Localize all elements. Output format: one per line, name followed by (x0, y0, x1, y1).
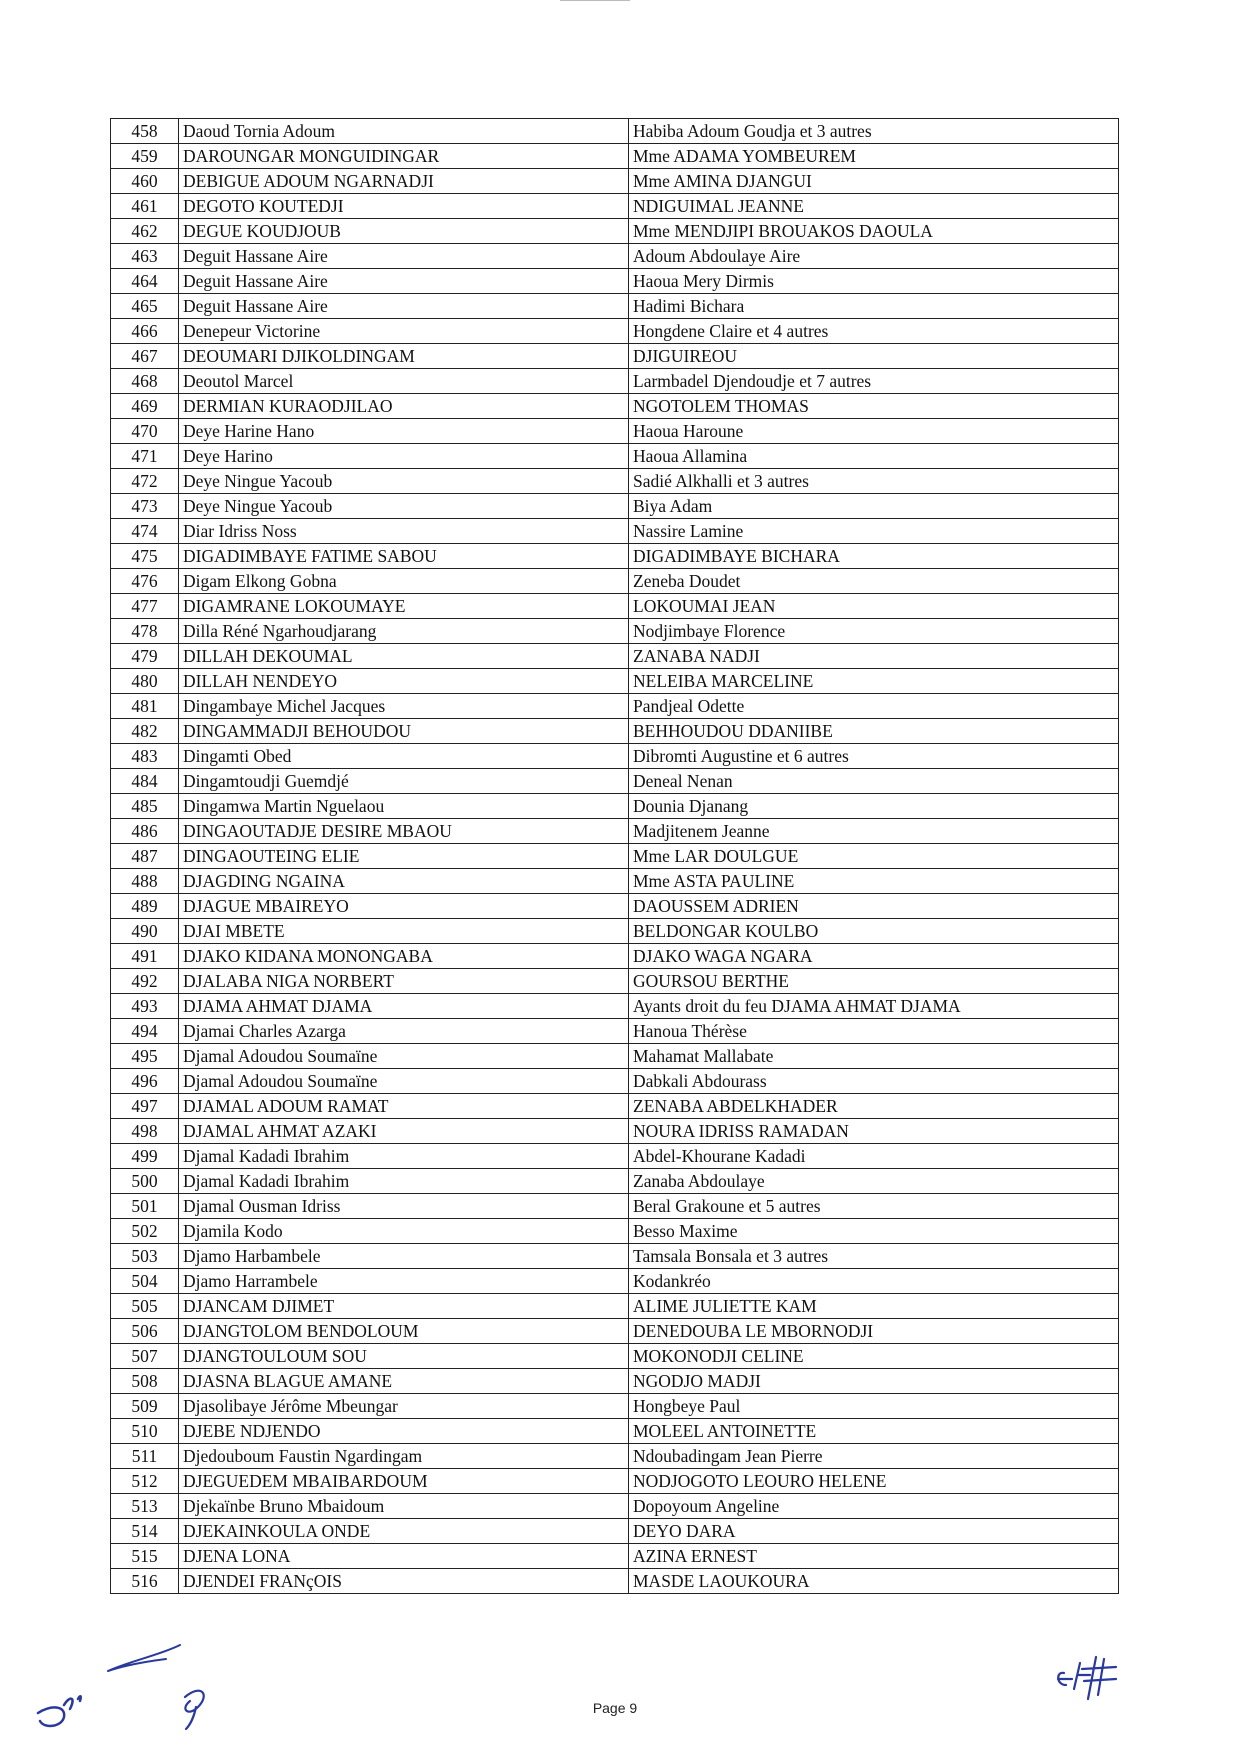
row-number: 461 (111, 194, 179, 219)
table-row (111, 419, 1119, 444)
deceased-name: DJEGUEDEM MBAIBARDOUM (179, 1469, 629, 1494)
scan-mark (560, 0, 630, 1)
deceased-name: Denepeur Victorine (179, 319, 629, 344)
table-row (111, 669, 1119, 694)
table-body (111, 119, 1119, 1594)
row-number: 495 (111, 1044, 179, 1069)
table-row (111, 1294, 1119, 1319)
deceased-name: DEGOTO KOUTEDJI (179, 194, 629, 219)
beneficiary-name: Dopoyoum Angeline (629, 1494, 1119, 1519)
deceased-name: DJAGUE MBAIREYO (179, 894, 629, 919)
deceased-name: Dingamti Obed (179, 744, 629, 769)
row-number: 465 (111, 294, 179, 319)
table-row (111, 369, 1119, 394)
row-number: 501 (111, 1194, 179, 1219)
deceased-name: DJEBE NDJENDO (179, 1419, 629, 1444)
table-row (111, 1569, 1119, 1594)
deceased-name: Djamal Adoudou Soumaïne (179, 1044, 629, 1069)
row-number: 506 (111, 1319, 179, 1344)
beneficiary-name: Mme ADAMA YOMBEUREM (629, 144, 1119, 169)
row-number: 476 (111, 569, 179, 594)
deceased-name: Djamal Kadadi Ibrahim (179, 1169, 629, 1194)
deceased-name: DJAMA AHMAT DJAMA (179, 994, 629, 1019)
beneficiary-name: MOKONODJI CELINE (629, 1344, 1119, 1369)
deceased-name: Digam Elkong Gobna (179, 569, 629, 594)
beneficiary-name: NGODJO MADJI (629, 1369, 1119, 1394)
table-row (111, 869, 1119, 894)
row-number: 504 (111, 1269, 179, 1294)
beneficiary-name: Adoum Abdoulaye Aire (629, 244, 1119, 269)
row-number: 482 (111, 719, 179, 744)
deceased-name: Dilla Réné Ngarhoudjarang (179, 619, 629, 644)
deceased-name: DJENDEI FRANçOIS (179, 1569, 629, 1594)
beneficiary-name: ZANABA NADJI (629, 644, 1119, 669)
row-number: 494 (111, 1019, 179, 1044)
table-row (111, 644, 1119, 669)
beneficiary-name: Beral Grakoune et 5 autres (629, 1194, 1119, 1219)
table-row (111, 1194, 1119, 1219)
table-row (111, 394, 1119, 419)
table-row (111, 144, 1119, 169)
row-number: 502 (111, 1219, 179, 1244)
beneficiary-name: Habiba Adoum Goudja et 3 autres (629, 119, 1119, 144)
beneficiary-name: NDIGUIMAL JEANNE (629, 194, 1119, 219)
row-number: 467 (111, 344, 179, 369)
row-number: 512 (111, 1469, 179, 1494)
deceased-name: DEBIGUE ADOUM NGARNADJI (179, 169, 629, 194)
row-number: 469 (111, 394, 179, 419)
row-number: 464 (111, 269, 179, 294)
table-row (111, 1119, 1119, 1144)
beneficiary-name: BELDONGAR KOULBO (629, 919, 1119, 944)
row-number: 490 (111, 919, 179, 944)
table-row (111, 1319, 1119, 1344)
deceased-name: Djedouboum Faustin Ngardingam (179, 1444, 629, 1469)
beneficiary-name: Haoua Haroune (629, 419, 1119, 444)
beneficiary-name: Zanaba Abdoulaye (629, 1169, 1119, 1194)
table-row (111, 1094, 1119, 1119)
row-number: 509 (111, 1394, 179, 1419)
beneficiary-name: Mme ASTA PAULINE (629, 869, 1119, 894)
deceased-name: DJANGTOLOM BENDOLOUM (179, 1319, 629, 1344)
table-row (111, 694, 1119, 719)
beneficiary-name: NGOTOLEM THOMAS (629, 394, 1119, 419)
table-row (111, 894, 1119, 919)
beneficiary-name: Nodjimbaye Florence (629, 619, 1119, 644)
table-row (111, 1169, 1119, 1194)
beneficiary-name: DJIGUIREOU (629, 344, 1119, 369)
table-row (111, 169, 1119, 194)
table-row (111, 269, 1119, 294)
deceased-name: Djamal Ousman Idriss (179, 1194, 629, 1219)
beneficiary-name: GOURSOU BERTHE (629, 969, 1119, 994)
deceased-name: Dingambaye Michel Jacques (179, 694, 629, 719)
deceased-name: DJAMAL AHMAT AZAKI (179, 1119, 629, 1144)
table-row (111, 1144, 1119, 1169)
table-row (111, 1019, 1119, 1044)
table-row (111, 1369, 1119, 1394)
row-number: 478 (111, 619, 179, 644)
row-number: 511 (111, 1444, 179, 1469)
beneficiary-name: Pandjeal Odette (629, 694, 1119, 719)
deceased-name: Djamal Kadadi Ibrahim (179, 1144, 629, 1169)
beneficiary-name: NODJOGOTO LEOURO HELENE (629, 1469, 1119, 1494)
row-number: 486 (111, 819, 179, 844)
table-row (111, 994, 1119, 1019)
beneficiary-name: DIGADIMBAYE BICHARA (629, 544, 1119, 569)
table-row (111, 619, 1119, 644)
table-row (111, 544, 1119, 569)
deceased-name: DINGAOUTEING ELIE (179, 844, 629, 869)
beneficiary-name: Hadimi Bichara (629, 294, 1119, 319)
deceased-name: DJAI MBETE (179, 919, 629, 944)
row-number: 515 (111, 1544, 179, 1569)
beneficiary-name: Mme MENDJIPI BROUAKOS DAOULA (629, 219, 1119, 244)
deceased-name: DILLAH DEKOUMAL (179, 644, 629, 669)
row-number: 460 (111, 169, 179, 194)
table-row (111, 1419, 1119, 1444)
beneficiary-name: Abdel-Khourane Kadadi (629, 1144, 1119, 1169)
table-row (111, 1519, 1119, 1544)
table-row (111, 319, 1119, 344)
beneficiary-name: NELEIBA MARCELINE (629, 669, 1119, 694)
row-number: 516 (111, 1569, 179, 1594)
deceased-name: Deguit Hassane Aire (179, 244, 629, 269)
table-row (111, 594, 1119, 619)
row-number: 503 (111, 1244, 179, 1269)
beneficiary-name: Haoua Mery Dirmis (629, 269, 1119, 294)
table-row (111, 344, 1119, 369)
table-row (111, 294, 1119, 319)
row-number: 480 (111, 669, 179, 694)
beneficiary-name: Deneal Nenan (629, 769, 1119, 794)
row-number: 458 (111, 119, 179, 144)
beneficiary-name: MOLEEL ANTOINETTE (629, 1419, 1119, 1444)
row-number: 462 (111, 219, 179, 244)
table-row (111, 719, 1119, 744)
row-number: 508 (111, 1369, 179, 1394)
row-number: 507 (111, 1344, 179, 1369)
deceased-name: DINGAMMADJI BEHOUDOU (179, 719, 629, 744)
deceased-name: DJASNA BLAGUE AMANE (179, 1369, 629, 1394)
deceased-name: Deguit Hassane Aire (179, 269, 629, 294)
row-number: 471 (111, 444, 179, 469)
beneficiary-name: Besso Maxime (629, 1219, 1119, 1244)
table-row (111, 1394, 1119, 1419)
beneficiary-name: Larmbadel Djendoudje et 7 autres (629, 369, 1119, 394)
table-row (111, 1244, 1119, 1269)
deceased-name: Diar Idriss Noss (179, 519, 629, 544)
row-number: 485 (111, 794, 179, 819)
deceased-name: DJAMAL ADOUM RAMAT (179, 1094, 629, 1119)
beneficiary-name: Ndoubadingam Jean Pierre (629, 1444, 1119, 1469)
deceased-name: DEOUMARI DJIKOLDINGAM (179, 344, 629, 369)
beneficiary-name: DEYO DARA (629, 1519, 1119, 1544)
row-number: 479 (111, 644, 179, 669)
beneficiary-name: Haoua Allamina (629, 444, 1119, 469)
deceased-name: DJANGTOULOUM SOU (179, 1344, 629, 1369)
handwritten-initials-right (1050, 1645, 1150, 1705)
row-number: 459 (111, 144, 179, 169)
table-row (111, 444, 1119, 469)
deceased-name: Djamal Adoudou Soumaïne (179, 1069, 629, 1094)
beneficiary-name: BEHHOUDOU DDANIIBE (629, 719, 1119, 744)
row-number: 500 (111, 1169, 179, 1194)
beneficiary-name: Kodankréo (629, 1269, 1119, 1294)
table-row (111, 1044, 1119, 1069)
table-row (111, 219, 1119, 244)
table-row (111, 844, 1119, 869)
table-row (111, 769, 1119, 794)
row-number: 472 (111, 469, 179, 494)
row-number: 466 (111, 319, 179, 344)
deceased-name: Djamai Charles Azarga (179, 1019, 629, 1044)
beneficiary-name: NOURA IDRISS RAMADAN (629, 1119, 1119, 1144)
deceased-name: Dingamwa Martin Nguelaou (179, 794, 629, 819)
deceased-name: DJEKAINKOULA ONDE (179, 1519, 629, 1544)
beneficiary-name: ZENABA ABDELKHADER (629, 1094, 1119, 1119)
beneficiary-name: Sadié Alkhalli et 3 autres (629, 469, 1119, 494)
table-row (111, 919, 1119, 944)
deceased-name: DJAGDING NGAINA (179, 869, 629, 894)
beneficiary-name: DJAKO WAGA NGARA (629, 944, 1119, 969)
beneficiary-name: Dounia Djanang (629, 794, 1119, 819)
row-number: 474 (111, 519, 179, 544)
deceased-name: DJENA LONA (179, 1544, 629, 1569)
row-number: 489 (111, 894, 179, 919)
table-row (111, 944, 1119, 969)
deceased-name: Dingamtoudji Guemdjé (179, 769, 629, 794)
beneficiary-name: Mahamat Mallabate (629, 1044, 1119, 1069)
row-number: 468 (111, 369, 179, 394)
deceased-name: DIGAMRANE LOKOUMAYE (179, 594, 629, 619)
deceased-name: Deye Harine Hano (179, 419, 629, 444)
deceased-name: Deye Ningue Yacoub (179, 494, 629, 519)
row-number: 510 (111, 1419, 179, 1444)
table-row (111, 1069, 1119, 1094)
beneficiary-name: LOKOUMAI JEAN (629, 594, 1119, 619)
table-row (111, 519, 1119, 544)
beneficiary-name: DAOUSSEM ADRIEN (629, 894, 1119, 919)
row-number: 499 (111, 1144, 179, 1169)
deceased-name: DILLAH NENDEYO (179, 669, 629, 694)
table-row (111, 469, 1119, 494)
row-number: 488 (111, 869, 179, 894)
row-number: 497 (111, 1094, 179, 1119)
row-number: 475 (111, 544, 179, 569)
row-number: 483 (111, 744, 179, 769)
row-number: 477 (111, 594, 179, 619)
table-row (111, 194, 1119, 219)
row-number: 481 (111, 694, 179, 719)
row-number: 491 (111, 944, 179, 969)
deceased-name: DJANCAM DJIMET (179, 1294, 629, 1319)
beneficiary-name: Hongdene Claire et 4 autres (629, 319, 1119, 344)
beneficiary-name: Madjitenem Jeanne (629, 819, 1119, 844)
table-row (111, 1344, 1119, 1369)
row-number: 470 (111, 419, 179, 444)
row-number: 493 (111, 994, 179, 1019)
deceased-name: Djamo Harrambele (179, 1269, 629, 1294)
beneficiary-name: AZINA ERNEST (629, 1544, 1119, 1569)
row-number: 487 (111, 844, 179, 869)
row-number: 463 (111, 244, 179, 269)
table-row (111, 1544, 1119, 1569)
beneficiary-name: Hanoua Thérèse (629, 1019, 1119, 1044)
beneficiary-name: Ayants droit du feu DJAMA AHMAT DJAMA (629, 994, 1119, 1019)
beneficiary-name: Dibromti Augustine et 6 autres (629, 744, 1119, 769)
table-row (111, 1219, 1119, 1244)
row-number: 484 (111, 769, 179, 794)
deceased-name: Djekaïnbe Bruno Mbaidoum (179, 1494, 629, 1519)
beneficiary-name: Dabkali Abdourass (629, 1069, 1119, 1094)
deceased-name: Deye Ningue Yacoub (179, 469, 629, 494)
beneficiary-table (110, 118, 1119, 1594)
row-number: 496 (111, 1069, 179, 1094)
table-row (111, 494, 1119, 519)
row-number: 505 (111, 1294, 179, 1319)
deceased-name: DERMIAN KURAODJILAO (179, 394, 629, 419)
row-number: 492 (111, 969, 179, 994)
row-number: 498 (111, 1119, 179, 1144)
deceased-name: DAROUNGAR MONGUIDINGAR (179, 144, 629, 169)
deceased-name: DIGADIMBAYE FATIME SABOU (179, 544, 629, 569)
deceased-name: DINGAOUTADJE DESIRE MBAOU (179, 819, 629, 844)
beneficiary-name: ALIME JULIETTE KAM (629, 1294, 1119, 1319)
beneficiary-name: Nassire Lamine (629, 519, 1119, 544)
table-row (111, 1494, 1119, 1519)
table-row (111, 969, 1119, 994)
table-row (111, 819, 1119, 844)
deceased-name: Daoud Tornia Adoum (179, 119, 629, 144)
table-row (111, 119, 1119, 144)
beneficiary-name: DENEDOUBA LE MBORNODJI (629, 1319, 1119, 1344)
table-row (111, 1444, 1119, 1469)
deceased-name: Deoutol Marcel (179, 369, 629, 394)
table-row (111, 244, 1119, 269)
deceased-name: Djamo Harbambele (179, 1244, 629, 1269)
deceased-name: DJALABA NIGA NORBERT (179, 969, 629, 994)
deceased-name: Djamila Kodo (179, 1219, 629, 1244)
row-number: 514 (111, 1519, 179, 1544)
deceased-name: DJAKO KIDANA MONONGABA (179, 944, 629, 969)
beneficiary-name: Tamsala Bonsala et 3 autres (629, 1244, 1119, 1269)
deceased-name: Deye Harino (179, 444, 629, 469)
page-number: Page 9 (592, 1700, 638, 1716)
deceased-name: DEGUE KOUDJOUB (179, 219, 629, 244)
table-row (111, 744, 1119, 769)
table-row (111, 1469, 1119, 1494)
beneficiary-name: Mme LAR DOULGUE (629, 844, 1119, 869)
beneficiary-name: MASDE LAOUKOURA (629, 1569, 1119, 1594)
table-row (111, 794, 1119, 819)
table-row (111, 569, 1119, 594)
table-row (111, 1269, 1119, 1294)
beneficiary-name: Hongbeye Paul (629, 1394, 1119, 1419)
row-number: 513 (111, 1494, 179, 1519)
deceased-name: Djasolibaye Jérôme Mbeungar (179, 1394, 629, 1419)
deceased-name: Deguit Hassane Aire (179, 294, 629, 319)
row-number: 473 (111, 494, 179, 519)
handwritten-initials-left (30, 1625, 210, 1735)
beneficiary-name: Zeneba Doudet (629, 569, 1119, 594)
beneficiary-name: Biya Adam (629, 494, 1119, 519)
beneficiary-name: Mme AMINA DJANGUI (629, 169, 1119, 194)
